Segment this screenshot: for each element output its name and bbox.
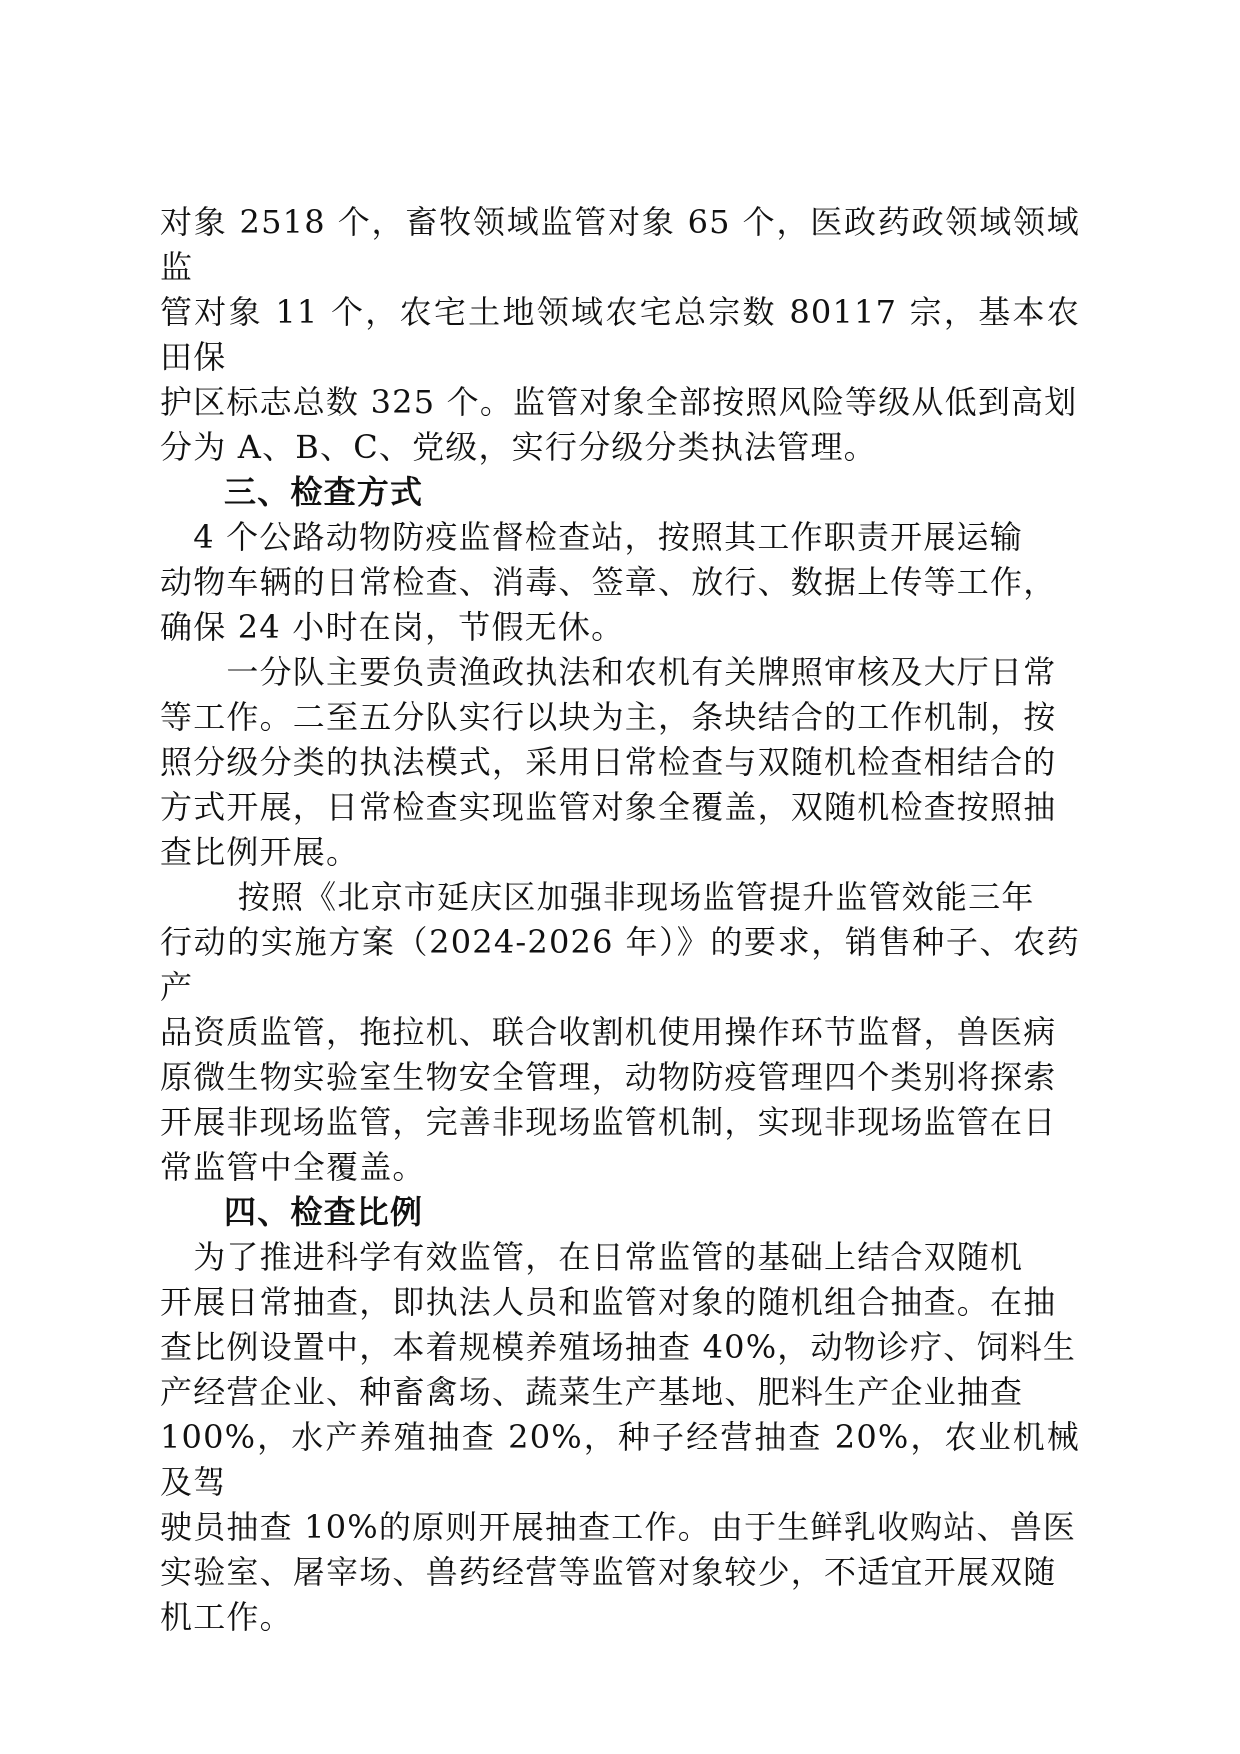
section-heading-inspection-method: 三、检查方式 <box>224 473 424 511</box>
text-line: 常监管中全覆盖。 <box>160 1148 426 1186</box>
paragraph-offsite-supervision <box>160 875 1080 1190</box>
paragraph-random-inspection <box>160 1235 1080 1640</box>
text-line: 100%，水产养殖抽查 20%，种子经营抽查 20%，农业机械及驾 <box>160 1418 1080 1501</box>
text-line: 产经营企业、种畜禽场、蔬菜生产基地、肥料生产企业抽查 <box>160 1373 1024 1411</box>
text-line: 开展日常抽查，即执法人员和监管对象的随机组合抽查。在抽 <box>160 1283 1057 1321</box>
text-line: 管对象 11 个，农宅土地领域农宅总宗数 80117 宗，基本农田保 <box>160 293 1080 376</box>
text-line: 驶员抽查 10%的原则开展抽查工作。由于生鲜乳收购站、兽医 <box>160 1508 1077 1546</box>
text-line: 一分队主要负责渔政执法和农机有关牌照审核及大厅日常 <box>160 653 1057 691</box>
paragraph-supervision-objects <box>160 200 1080 470</box>
text-line: 机工作。 <box>160 1598 293 1636</box>
text-line: 照分级分类的执法模式，采用日常检查与双随机检查相结合的 <box>160 743 1057 781</box>
document-page <box>160 200 1080 1640</box>
text-line: 分为 A、B、C、党级，实行分级分类执法管理。 <box>160 428 877 466</box>
section-heading-inspection-ratio: 四、检查比例 <box>224 1193 424 1231</box>
text-line: 原微生物实验室生物安全管理，动物防疫管理四个类别将探索 <box>160 1058 1057 1096</box>
text-line: 实验室、屠宰场、兽药经营等监管对象较少，不适宜开展双随 <box>160 1553 1057 1591</box>
text-line: 查比例设置中，本着规模养殖场抽查 40%，动物诊疗、饲料生 <box>160 1328 1077 1366</box>
text-line: 等工作。二至五分队实行以块为主，条块结合的工作机制，按 <box>160 698 1057 736</box>
text-line: 品资质监管，拖拉机、联合收割机使用操作环节监督，兽医病 <box>160 1013 1057 1051</box>
text-line: 护区标志总数 325 个。监管对象全部按照风险等级从低到高划 <box>160 383 1078 421</box>
text-line: 对象 2518 个，畜牧领域监管对象 65 个，医政药政领域领域监 <box>160 203 1080 286</box>
text-line: 行动的实施方案（2024-2026 年）》的要求，销售种子、农药产 <box>160 923 1080 1006</box>
text-line: 确保 24 小时在岗，节假无休。 <box>160 608 625 646</box>
text-line: 为了推进科学有效监管，在日常监管的基础上结合双随机 <box>160 1238 1024 1276</box>
text-line: 动物车辆的日常检查、消毒、签章、放行、数据上传等工作， <box>160 563 1057 601</box>
text-line: 方式开展，日常检查实现监管对象全覆盖，双随机检查按照抽 <box>160 788 1057 826</box>
paragraph-checkpoint-stations <box>160 515 1080 650</box>
text-line: 开展非现场监管，完善非现场监管机制，实现非现场监管在日 <box>160 1103 1057 1141</box>
paragraph-team-duties <box>160 650 1080 875</box>
text-line: 4 个公路动物防疫监督检查站，按照其工作职责开展运输 <box>160 518 1023 556</box>
text-line: 按照《北京市延庆区加强非现场监管提升监管效能三年 <box>160 878 1035 916</box>
text-line: 查比例开展。 <box>160 833 360 871</box>
